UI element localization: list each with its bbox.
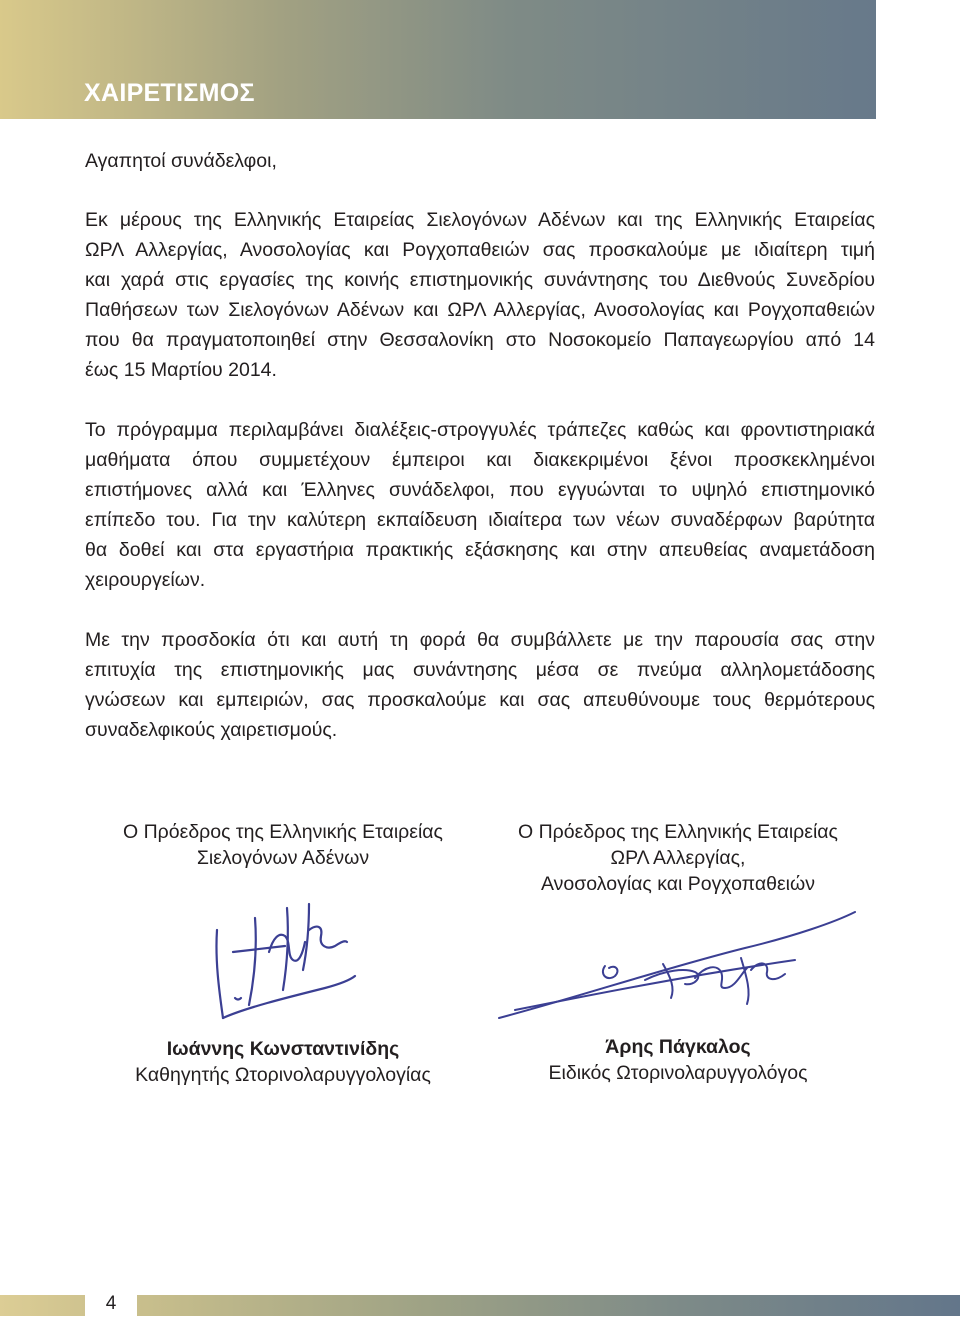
signatory-right	[490, 1034, 866, 1086]
paragraph-line: χειρουργείων.	[85, 569, 206, 591]
signatory-left	[100, 1036, 466, 1088]
paragraph-line: Παθήσεων των Σιελογόνων Αδένων και ΩΡΛ Αλλεργίας, Ανοσολογίας και Ρογχοπαθειών	[85, 299, 875, 321]
signature-right-image	[495, 908, 860, 1026]
signatory-role: Καθηγητής Ωτορινολαρυγγολογίας	[135, 1064, 431, 1086]
paragraph-line: Το πρόγραμμα περιλαμβάνει διαλέξεις-στρογγυλές τράπεζες καθώς και φροντιστηριακά	[85, 419, 875, 441]
paragraph-program	[85, 415, 875, 595]
paragraph-line: επιτυχία της επιστημονικής μας συνάντησης μέσα σε πνεύμα αλληλομετάδοσης	[85, 659, 875, 681]
signatory-name: Άρης Πάγκαλος	[605, 1036, 751, 1058]
signatory-left-title	[100, 819, 466, 871]
page-title: ΧΑΙΡΕΤΙΣΜΟΣ	[84, 79, 255, 107]
footer-band-left	[0, 1295, 85, 1316]
paragraph-line: θα δοθεί και στα εργαστήρια πρακτικής εξάσκησης και στην απευθείας αναμετάδοση	[85, 539, 875, 561]
page-number: 4	[105, 1293, 117, 1314]
paragraph-line: ΩΡΛ Αλλεργίας, Ανοσολογίας και Ρογχοπαθειών σας προσκαλούμε με ιδιαίτερη τιμή	[85, 239, 875, 261]
signatory-right-title	[490, 819, 866, 897]
paragraph-invitation	[85, 205, 875, 385]
signature-left-image	[205, 890, 365, 1030]
paragraph-line: επιστήμονες αλλά και Έλληνες συνάδελφοι, που εγγυώνται το υψηλό επιστημονικό	[85, 479, 875, 501]
signatory-role: Ειδικός Ωτορινολαρυγγολόγος	[548, 1062, 808, 1084]
signatory-title-line: Ανοσολογίας και Ρογχοπαθειών	[541, 873, 815, 895]
greeting: Αγαπητοί συνάδελφοι,	[85, 150, 277, 172]
signatory-title-line: ΩΡΛ Αλλεργίας,	[610, 847, 746, 869]
paragraph-line: που θα πραγματοποιηθεί στην Θεσσαλονίκη στο Νοσοκομείο Παπαγεωργίου από 14	[85, 329, 875, 351]
paragraph-line: επίπεδο του. Για την καλύτερη εκπαίδευση ιδιαίτερα των νέων συναδέρφων βαρύτητα	[85, 509, 875, 531]
footer-band-right	[137, 1295, 960, 1316]
paragraph-line: έως 15 Μαρτίου 2014.	[85, 359, 277, 381]
signatory-title-line: Σιελογόνων Αδένων	[196, 847, 370, 869]
paragraph-line: και χαρά στις εργασίες της κοινής επιστημονικής συνάντησης του Διεθνούς Συνεδρίου	[85, 269, 875, 291]
paragraph-line: συναδελφικούς χαιρετισμούς.	[85, 719, 338, 741]
paragraph-line: γνώσεων και εμπειριών, σας προσκαλούμε και σας απευθύνουμε τους θερμότερους	[85, 689, 875, 711]
paragraph-line: Εκ μέρους της Ελληνικής Εταιρείας Σιελογόνων Αδένων και της Ελληνικής Εταιρείας	[85, 209, 875, 231]
paragraph-line: μαθήματα όπου συμμετέχουν έμπειροι και διακεκριμένοι ξένοι προσκεκλημένοι	[85, 449, 875, 471]
signatory-name: Ιωάννης Κωνσταντινίδης	[166, 1038, 400, 1060]
signatory-title-line: Ο Πρόεδρος της Ελληνικής Εταιρείας	[123, 821, 443, 843]
signatory-title-line: Ο Πρόεδρος της Ελληνικής Εταιρείας	[518, 821, 838, 843]
paragraph-closing	[85, 625, 875, 745]
paragraph-line: Με την προσδοκία ότι και αυτή τη φορά θα συμβάλλετε με την παρουσία σας στην	[85, 629, 875, 651]
